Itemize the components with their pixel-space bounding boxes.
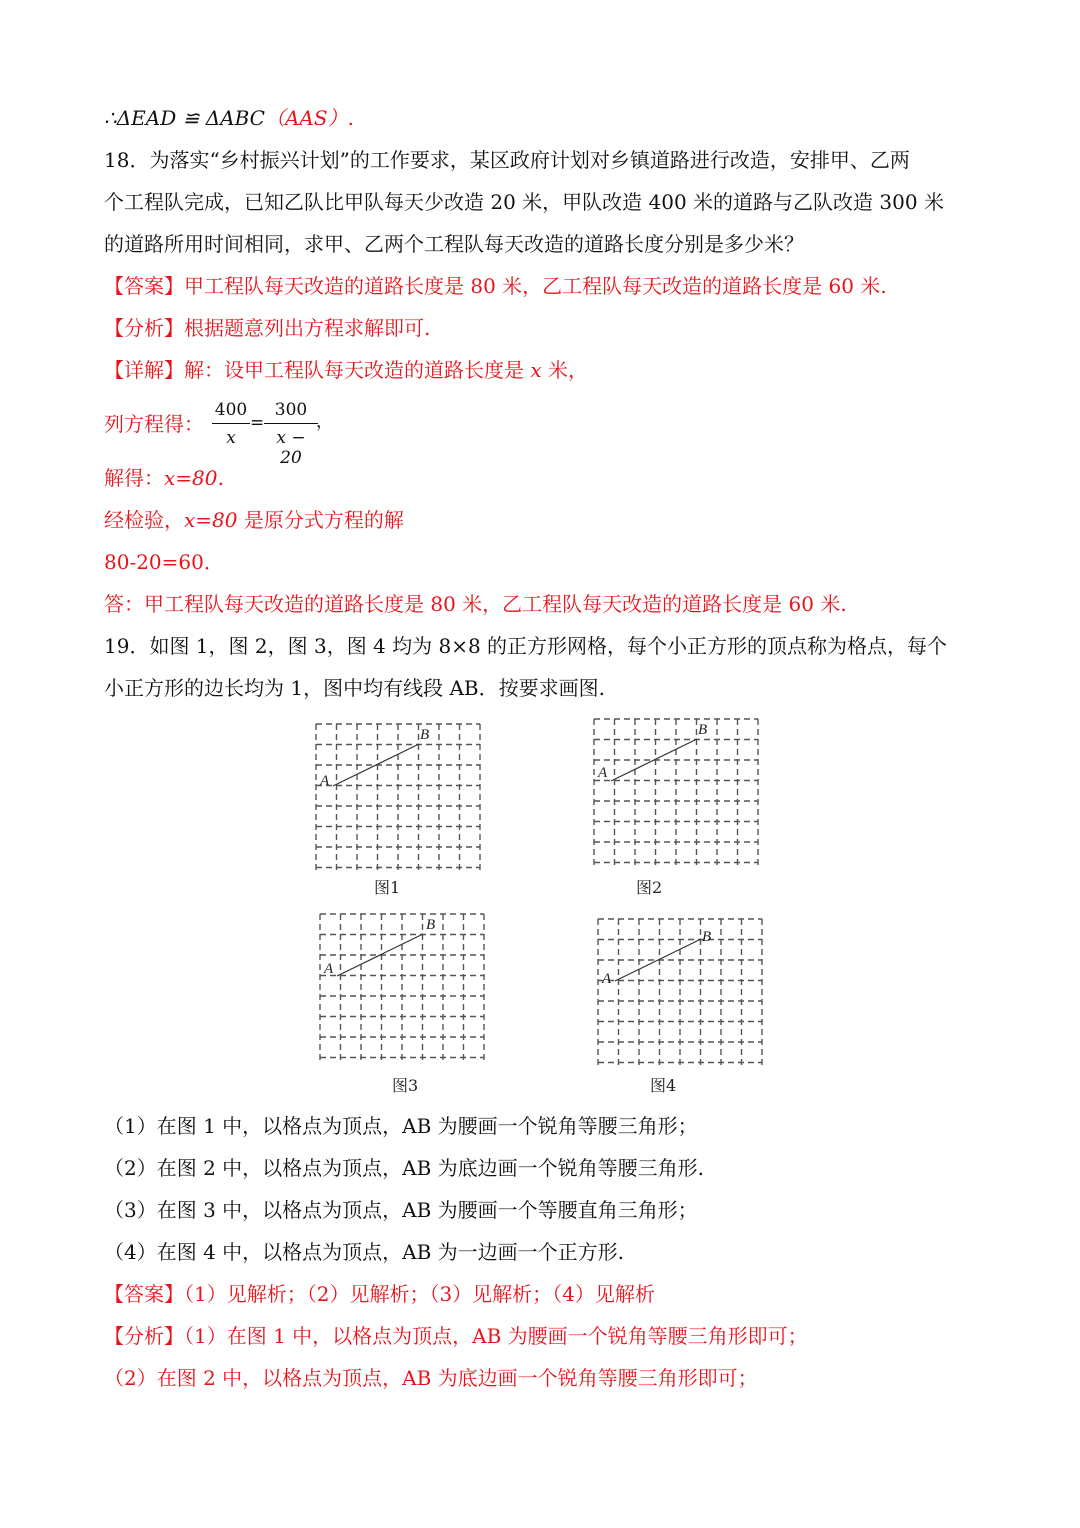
q18-check	[104, 506, 404, 534]
q19-line-1: 19．如图 1，图 2，图 3，图 4 均为 8×8 的正方形网格，每个小正方形的顶点称为格点，每个	[104, 634, 948, 658]
grid-figure-2	[590, 715, 762, 867]
q18-calc: 80-20=60．	[104, 550, 224, 574]
eq-numerator-1: 400	[214, 400, 248, 420]
figure-3-caption: 图3	[392, 1076, 419, 1095]
grid-lines	[598, 919, 762, 1067]
conclusion-end: .	[347, 106, 354, 130]
point-a-label: A	[320, 773, 330, 789]
eq-fraction-bar-1	[212, 423, 250, 424]
q18-detail	[104, 356, 588, 384]
q19-line-2: 小正方形的边长均为 1，图中均有线段 AB．按要求画图.	[104, 676, 605, 700]
q18-analysis: 【分析】根据题意列出方程求解即可.	[104, 316, 431, 340]
aas-reason: （AAS）	[264, 106, 348, 130]
q19-answer: 【答案】（1）见解析；（2）见解析；（3）见解析；（4）见解析	[104, 1282, 655, 1306]
q18-line-2: 个工程队完成，已知乙队比甲队每天少改造 20 米，甲队改造 400 米的道路与乙队改造 300 米	[104, 190, 944, 214]
grid-figure-3	[316, 910, 488, 1062]
q19-sub-3: （3）在图 3 中，以格点为顶点，AB 为腰画一个等腰直角三角形；	[104, 1198, 698, 1222]
q19-sub-1: （1）在图 1 中，以格点为顶点，AB 为腰画一个锐角等腰三角形；	[104, 1114, 698, 1138]
q18-final-answer: 答：甲工程队每天改造的道路长度是 80 米，乙工程队每天改造的道路长度是 60 米.	[104, 592, 847, 616]
conclusion-line	[104, 104, 354, 132]
q19-analysis-1: 【分析】（1）在图 1 中，以格点为顶点，AB 为腰画一个锐角等腰三角形即可；	[104, 1324, 808, 1348]
point-b-label: B	[426, 917, 436, 933]
q18-solve-value: x=80．	[164, 466, 238, 490]
eq-equals: =	[250, 413, 265, 433]
q18-answer: 【答案】甲工程队每天改造的道路长度是 80 米，乙工程队每天改造的道路长度是 60 米.	[104, 274, 887, 298]
grid-figure-1	[312, 720, 484, 872]
q18-detail-end: 米，	[541, 358, 588, 382]
grid-lines	[316, 724, 480, 872]
q18-detail-var: x	[530, 358, 542, 382]
eq-numerator-2: 300	[274, 400, 308, 420]
eq-comma: ，	[316, 412, 333, 432]
point-b-label: B	[702, 929, 712, 945]
q18-solve-label: 解得：	[104, 466, 164, 490]
point-a-label: A	[598, 765, 608, 781]
q18-line-3: 的道路所用时间相同，求甲、乙两个工程队每天改造的道路长度分别是多少米？	[104, 232, 804, 256]
grid-lines	[320, 914, 484, 1062]
figure-4-caption: 图4	[650, 1076, 677, 1095]
q18-detail-text: 【详解】解：设甲工程队每天改造的道路长度是	[104, 358, 531, 382]
point-b-label: B	[698, 722, 708, 738]
q19-analysis-2: （2）在图 2 中，以格点为顶点，AB 为底边画一个锐角等腰三角形即可；	[104, 1366, 758, 1390]
q18-check-label: 经检验，	[104, 508, 184, 532]
point-a-label: A	[324, 961, 334, 977]
q19-sub-2: （2）在图 2 中，以格点为顶点，AB 为底边画一个锐角等腰三角形.	[104, 1156, 705, 1180]
grid-lines	[594, 719, 758, 867]
point-a-label: A	[602, 971, 612, 987]
grid-figure-4	[594, 915, 766, 1067]
q18-equation-label: 列方程得：	[104, 412, 204, 436]
figure-1-caption: 图1	[374, 878, 401, 897]
eq-fraction-bar-2	[264, 423, 318, 424]
q18-check-value: x=80	[184, 508, 238, 532]
eq-denominator-2: x − 20	[276, 428, 306, 468]
q19-sub-4: （4）在图 4 中，以格点为顶点，AB 为一边画一个正方形.	[104, 1240, 625, 1264]
q18-solve	[104, 464, 238, 492]
point-b-label: B	[420, 727, 430, 743]
eq-denominator-1: x	[226, 428, 236, 448]
figure-2-caption: 图2	[636, 878, 663, 897]
congruence-statement: ∴ΔEAD ≌ ΔABC	[104, 106, 265, 130]
q18-line-1: 18．为落实“乡村振兴计划”的工作要求，某区政府计划对乡镇道路进行改造，安排甲、乙两	[104, 148, 910, 172]
q18-check-text: 是原分式方程的解	[237, 508, 404, 532]
